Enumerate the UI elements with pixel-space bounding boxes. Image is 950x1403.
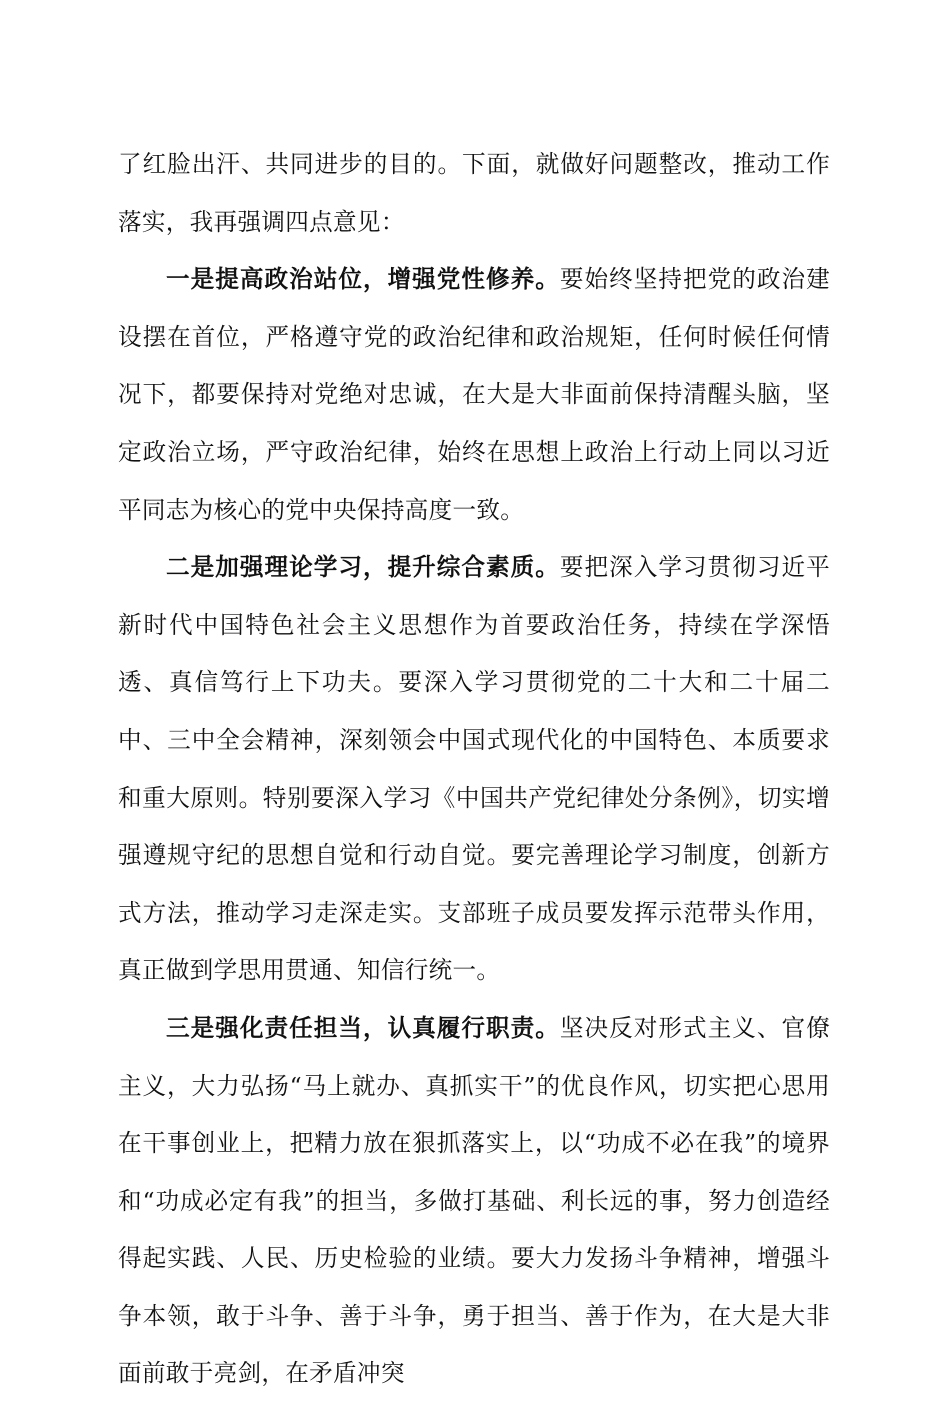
paragraph-lead: 一是提高政治站位，增强党性修养。 [166,265,560,294]
paragraph-body: 坚决反对形式主义、官僚主义，大力弘扬“马上就办、真抓实干”的优良作风，切实把心思用在干事创业上，把精力放在狠抓落实上，以“功成不必在我”的境界和“功成必定有我”的担当，多做打基础、利长远的事，努力创造经得起实践、人民、历史检验的业绩。要大力发扬斗争精神，增强斗争本领，敢于斗争、善于斗争，勇于担当、善于作为，在大是大非面前敢于亮剑，在矛盾冲突 [118,1013,830,1388]
paragraph-body: 了红脸出汗、共同进步的目的。下面，就做好问题整改，推动工作落实，我再强调四点意见： [118,150,830,236]
paragraph-lead: 二是加强理论学习，提升综合素质。 [166,553,560,582]
paragraph-body: 要把深入学习贯彻习近平新时代中国特色社会主义思想作为首要政治任务，持续在学深悟透、真信笃行上下功夫。要深入学习贯彻党的二十大和二十届二中、三中全会精神，深刻领会中国式现代化的中国特色、本质要求和重大原则。特别要深入学习《中国共产党纪律处分条例》，切实增强遵规守纪的思想自觉和行动自觉。要完善理论学习制度，创新方式方法，推动学习走深走实。支部班子成员要发挥示范带头作用，真正做到学思用贯通、知信行统一。 [118,553,830,985]
paragraph-body: 要始终坚持把党的政治建设摆在首位，严格遵守党的政治纪律和政治规矩，任何时候任何情况下，都要保持对党绝对忠诚，在大是大非面前保持清醒头脑，坚定政治立场，严守政治纪律，始终在思想上政治上行动上同以习近平同志为核心的党中央保持高度一致。 [118,265,830,524]
paragraph-continuation [118,136,830,251]
document-page [118,136,830,1403]
paragraph-point-three [118,1000,830,1403]
paragraph-lead: 三是强化责任担当，认真履行职责。 [166,1013,560,1042]
paragraph-point-two [118,539,830,1000]
paragraph-point-one [118,251,830,539]
